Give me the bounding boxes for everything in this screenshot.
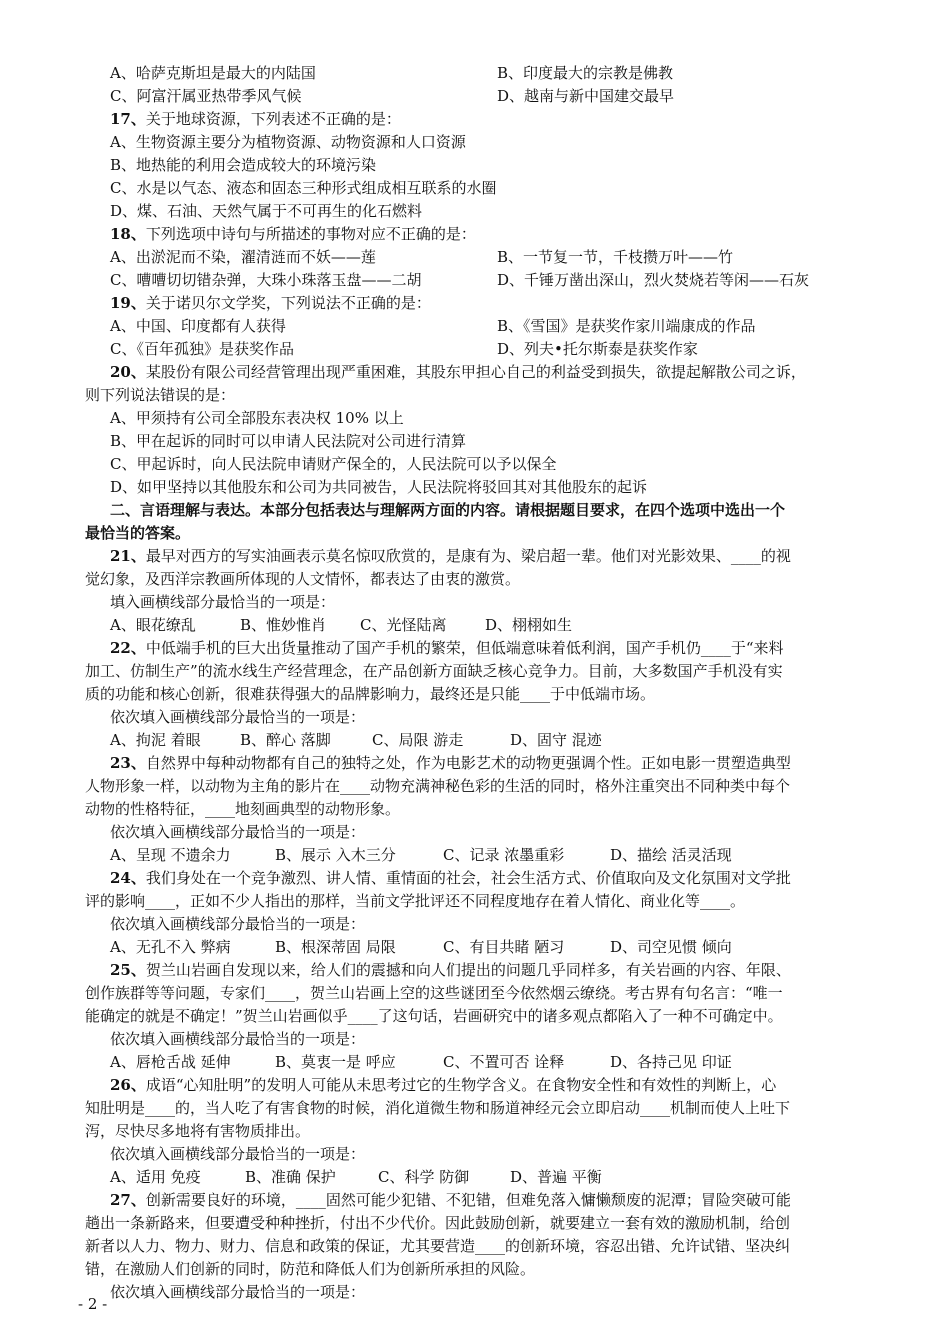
q26-stem-line1: 成语“心知肚明”的发明人可能从未思考过它的生物学含义。在食物安全性和有效性的判断上，心 <box>145 1076 777 1094</box>
q18-stem-text: 下列选项中诗句与所描述的事物对应不正确的是： <box>145 225 476 243</box>
q17-option-a: A、生物资源主要分为植物资源、动物资源和人口资源 <box>110 133 466 151</box>
q19-option-b: B、《雪国》是获奖作家川端康成的作品 <box>497 317 756 335</box>
q21-option-b: B、惟妙惟肖 <box>240 616 327 634</box>
q19-option-d: D、列夫•托尔斯泰是获奖作家 <box>497 340 698 358</box>
q25-option-c: C、不置可否 诠释 <box>443 1053 565 1071</box>
q25-stem-line1: 贺兰山岩画自发现以来，给人们的震撼和向人们提出的问题几乎同样多，有关岩画的内容、年限、 <box>145 961 791 979</box>
q22-stem-line2: 加工、仿制生产”的流水线生产经营理念，在产品创新方面缺乏核心竞争力。目前，大多数国产手机没有实 <box>85 662 783 680</box>
q27-stem-line3: 新者以人力、物力、财力、信息和政策的保证，尤其要营造____的创新环境，容忍出错、允许试错、坚决纠 <box>85 1237 791 1255</box>
q21-number: 21、 <box>110 547 146 565</box>
q24-stem-line2: 评的影响____，正如不少人指出的那样，当前文学批评还不同程度地存在着人情化、商业化等____。 <box>85 892 746 910</box>
q21-option-a: A、眼花缭乱 <box>110 616 196 634</box>
q17-option-b: B、地热能的利用会造成较大的环境污染 <box>110 156 377 174</box>
q20-stem-line1: 某股份有限公司经营管理出现严重困难，其股东甲担心自己的利益受到损失，欲提起解散公司之诉， <box>145 363 806 381</box>
q27-prompt: 依次填入画横线部分最恰当的一项是： <box>110 1283 366 1301</box>
q26-prompt: 依次填入画横线部分最恰当的一项是： <box>110 1145 366 1163</box>
q21-stem-line1: 最早对西方的写实油画表示莫名惊叹欣赏的，是康有为、梁启超一辈。他们对光影效果、____的视 <box>145 547 791 565</box>
q18-option-c: C、嘈嘈切切错杂弹，大珠小珠落玉盘——二胡 <box>110 271 422 289</box>
section2-heading-line2: 最恰当的答案。 <box>85 524 191 542</box>
q19-option-c: C、《百年孤独》是获奖作品 <box>110 340 294 358</box>
q26-stem <box>110 1074 776 1096</box>
q22-stem <box>110 637 784 659</box>
q24-option-a: A、无孔不入 弊病 <box>110 938 231 956</box>
q16-option-d: D、越南与新中国建交最早 <box>497 87 675 105</box>
q23-number: 23、 <box>110 754 146 772</box>
q27-stem <box>110 1189 791 1211</box>
q24-prompt: 依次填入画横线部分最恰当的一项是： <box>110 915 366 933</box>
q17-number: 17、 <box>110 110 146 128</box>
q27-number: 27、 <box>110 1191 146 1209</box>
page-number: - 2 - <box>78 1295 108 1313</box>
q23-option-a: A、呈现 不遗余力 <box>110 846 231 864</box>
q21-stem-line2: 觉幻象，及西洋宗教画所体现的人文情怀，都表达了由衷的激赏。 <box>85 570 521 588</box>
q23-option-b: B、展示 入木三分 <box>275 846 396 864</box>
q19-stem-text: 关于诺贝尔文学奖，下列说法不正确的是： <box>145 294 431 312</box>
q22-option-a: A、拘泥 着眼 <box>110 731 201 749</box>
q24-number: 24、 <box>110 869 146 887</box>
q23-prompt: 依次填入画横线部分最恰当的一项是： <box>110 823 366 841</box>
q23-option-c: C、记录 浓墨重彩 <box>443 846 565 864</box>
q21-stem <box>110 545 791 567</box>
q27-stem-line1: 创新需要良好的环境，____固然可能少犯错、不犯错，但难免落入慵懒颓废的泥潭；冒险突破可能 <box>145 1191 791 1209</box>
q23-stem <box>110 752 791 774</box>
q22-number: 22、 <box>110 639 146 657</box>
q20-option-a: A、甲须持有公司全部股东表决权 10% 以上 <box>110 409 404 427</box>
q23-stem-line1: 自然界中每种动物都有自己的独特之处，作为电影艺术的动物更强调个性。正如电影一贯塑造典型 <box>145 754 791 772</box>
q23-option-d: D、描绘 活灵活现 <box>610 846 732 864</box>
q24-stem <box>110 867 791 889</box>
q25-stem-line3: 能确定的就是不确定！”贺兰山岩画似乎____了这句话，岩画研究中的诸多观点都陷入了一种不可确定中。 <box>85 1007 783 1025</box>
q22-prompt: 依次填入画横线部分最恰当的一项是： <box>110 708 366 726</box>
section2-heading-line1: 二、言语理解与表达。本部分包括表达与理解两方面的内容。请根据题目要求，在四个选项中选出一个 <box>110 501 786 519</box>
q16-option-c: C、阿富汗属亚热带季风气候 <box>110 87 302 105</box>
q25-stem <box>110 959 791 981</box>
q22-option-b: B、醉心 落脚 <box>240 731 331 749</box>
q20-option-b: B、甲在起诉的同时可以申请人民法院对公司进行清算 <box>110 432 467 450</box>
q26-option-a: A、适用 免疫 <box>110 1168 201 1186</box>
q19-stem <box>110 292 431 314</box>
q18-number: 18、 <box>110 225 146 243</box>
q25-option-b: B、莫衷一是 呼应 <box>275 1053 396 1071</box>
q26-option-b: B、准确 保护 <box>245 1168 336 1186</box>
q27-stem-line4: 错，在激励人们创新的同时，防范和降低人们为创新所承担的风险。 <box>85 1260 536 1278</box>
q25-option-a: A、唇枪舌战 延伸 <box>110 1053 231 1071</box>
q22-stem-line1: 中低端手机的巨大出货量推动了国产手机的繁荣，但低端意味着低利润，国产手机仍____于“来料 <box>145 639 784 657</box>
q22-option-d: D、固守 混迹 <box>510 731 602 749</box>
q26-number: 26、 <box>110 1076 146 1094</box>
q17-option-c: C、水是以气态、液态和固态三种形式组成相互联系的水圈 <box>110 179 497 197</box>
q24-option-d: D、司空见惯 倾向 <box>610 938 732 956</box>
q22-option-c: C、局限 游走 <box>372 731 464 749</box>
q26-stem-line2: 知肚明是____的，当人吃了有害食物的时候，消化道微生物和肠道神经元会立即启动____机制而使人上吐下 <box>85 1099 791 1117</box>
q16-option-b: B、印度最大的宗教是佛教 <box>497 64 674 82</box>
q21-prompt: 填入画横线部分最恰当的一项是： <box>110 593 336 611</box>
q20-stem <box>110 361 806 383</box>
q18-option-b: B、一节复一节，千枝攒万叶——竹 <box>497 248 734 266</box>
q22-stem-line3: 质的功能和核心创新，很难获得强大的品牌影响力，最终还是只能____于中低端市场。 <box>85 685 656 703</box>
q20-option-d: D、如甲坚持以其他股东和公司为共同被告，人民法院将驳回其对其他股东的起诉 <box>110 478 648 496</box>
q17-option-d: D、煤、石油、天然气属于不可再生的化石燃料 <box>110 202 423 220</box>
q18-stem <box>110 223 476 245</box>
q25-option-d: D、各持己见 印证 <box>610 1053 732 1071</box>
q18-option-a: A、出淤泥而不染，濯清涟而不妖——莲 <box>110 248 376 266</box>
q25-number: 25、 <box>110 961 146 979</box>
q24-stem-line1: 我们身处在一个竞争激烈、讲人情、重情面的社会，社会生活方式、价值取向及文化氛围对文学批 <box>145 869 791 887</box>
q16-option-a: A、哈萨克斯坦是最大的内陆国 <box>110 64 316 82</box>
q24-option-c: C、有目共睹 陋习 <box>443 938 565 956</box>
q19-option-a: A、中国、印度都有人获得 <box>110 317 286 335</box>
q27-stem-line2: 趟出一条新路来，但要遭受种种挫折，付出不少代价。因此鼓励创新，就要建立一套有效的激励机制，给创 <box>85 1214 791 1232</box>
q20-option-c: C、甲起诉时，向人民法院申请财产保全的，人民法院可以予以保全 <box>110 455 557 473</box>
q25-prompt: 依次填入画横线部分最恰当的一项是： <box>110 1030 366 1048</box>
q21-option-d: D、栩栩如生 <box>485 616 573 634</box>
q24-option-b: B、根深蒂固 局限 <box>275 938 396 956</box>
q26-stem-line3: 泻，尽快尽多地将有害物质排出。 <box>85 1122 311 1140</box>
q26-option-c: C、科学 防御 <box>378 1168 470 1186</box>
q19-number: 19、 <box>110 294 146 312</box>
q26-option-d: D、普遍 平衡 <box>510 1168 602 1186</box>
q17-stem <box>110 108 401 130</box>
q21-option-c: C、光怪陆离 <box>360 616 447 634</box>
q23-stem-line2: 人物形象一样，以动物为主角的影片在____动物充满神秘色彩的生活的同时，格外注重突出不同种类中每个 <box>85 777 791 795</box>
q20-number: 20、 <box>110 363 146 381</box>
q17-stem-text: 关于地球资源，下列表述不正确的是： <box>145 110 401 128</box>
q18-option-d: D、千锤万凿出深山，烈火焚烧若等闲——石灰 <box>497 271 810 289</box>
q20-stem-line2: 则下列说法错误的是： <box>85 386 236 404</box>
q23-stem-line3: 动物的性格特征，____地刻画典型的动物形象。 <box>85 800 401 818</box>
q25-stem-line2: 创作族群等等问题，专家们____，贺兰山岩画上空的这些谜团至今依然烟云缭绕。考古界有句名言：“唯一 <box>85 984 783 1002</box>
